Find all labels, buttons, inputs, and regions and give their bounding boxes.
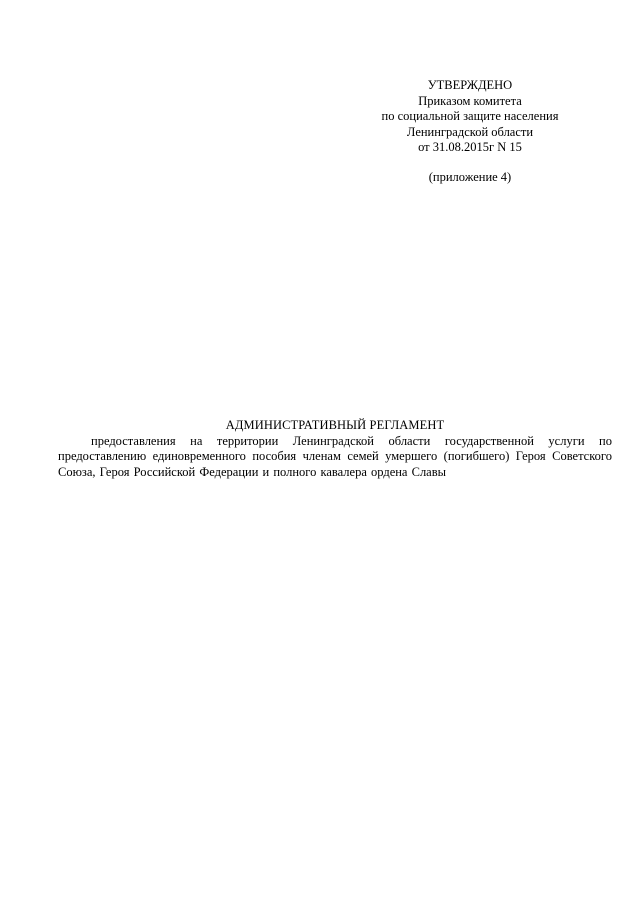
approval-date-line: от 31.08.2015г N 15 [418,140,522,154]
approval-heading: УТВЕРЖДЕНО [427,78,513,92]
document-title: АДМИНИСТРАТИВНЫЙ РЕГЛАМЕНТ [225,418,445,432]
approval-region-line: Ленинградской области [406,124,534,139]
approval-appendix: (приложение 4) [428,169,512,184]
approval-order-line: Приказом комитета [418,93,522,108]
approval-committee-line: по социальной защите населения [381,109,559,123]
document-subtitle: предоставления на территории Ленинградской области государственной услуги по предоставлению единовременного пособия членам семей умершего (погибшего) Героя Советского Союза, Героя Российской Федерации и полного кавалера ордена Славы [58,433,612,479]
document-title-block [58,418,612,480]
approval-stamp-block [340,78,600,185]
